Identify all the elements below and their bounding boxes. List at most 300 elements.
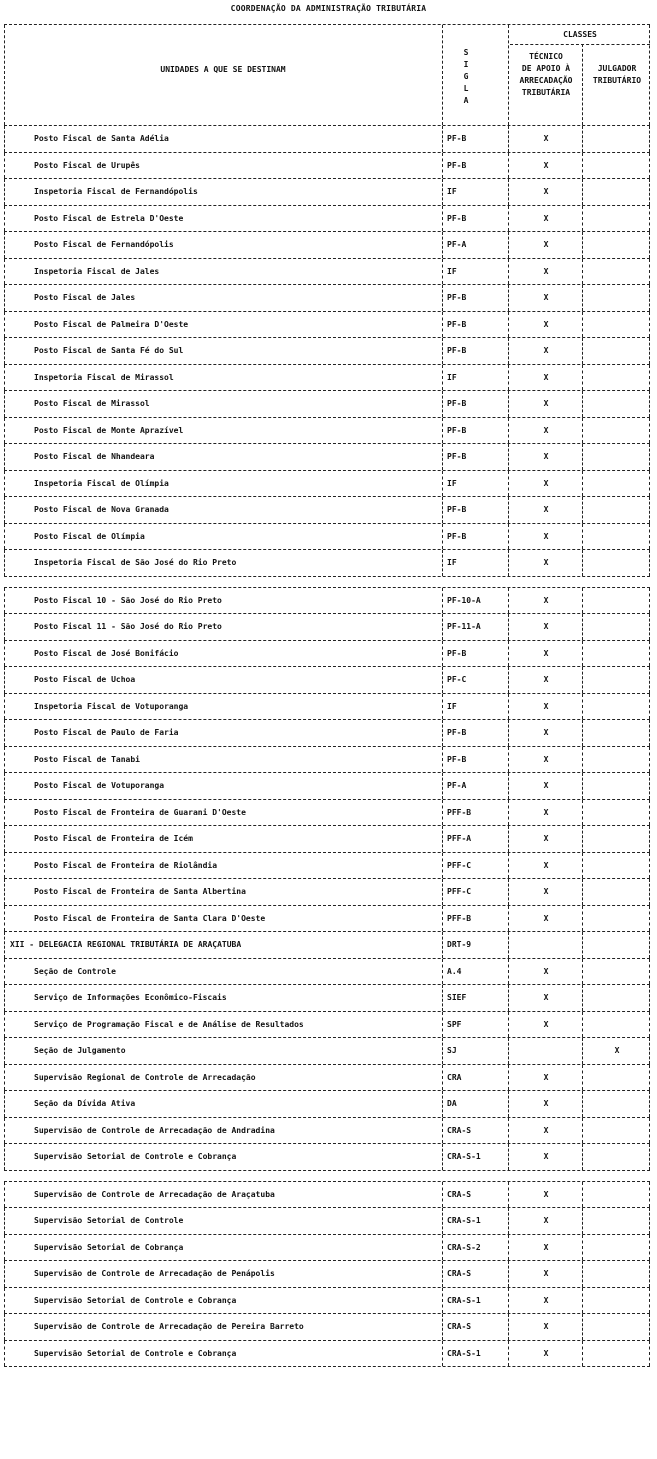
tecnico-mark: X: [543, 1216, 549, 1225]
column-separator: [442, 206, 443, 232]
column-separator: [582, 1182, 583, 1208]
column-separator: [442, 773, 443, 799]
column-separator: [4, 667, 5, 693]
column-separator: [4, 906, 5, 932]
sigla-value: PF-B: [447, 505, 467, 514]
column-separator: [649, 932, 650, 958]
column-separator: [508, 985, 509, 1011]
table-row: [4, 1314, 650, 1341]
column-separator: [442, 1012, 443, 1038]
column-separator: [442, 259, 443, 285]
table-row: [4, 720, 650, 747]
tecnico-header-line: TRIBUTÁRIA: [521, 88, 571, 97]
unit-name: Posto Fiscal de Santa Fé do Sul: [34, 346, 184, 355]
column-separator: [649, 1065, 650, 1091]
column-separator: [582, 1144, 583, 1170]
sigla-value: CRA-S: [447, 1189, 472, 1199]
tecnico-mark: X: [543, 478, 549, 488]
sigla-value: PF-B: [447, 160, 467, 170]
column-separator: [4, 497, 5, 523]
unit-name: Posto Fiscal de Fronteira de Santa Clara D'Oeste: [34, 913, 266, 923]
table-row: [4, 773, 650, 800]
unit-name: Posto Fiscal 11 - São José do Rio Preto: [34, 622, 222, 631]
column-separator: [508, 1261, 509, 1287]
column-separator: [508, 932, 509, 958]
column-separator: [4, 418, 5, 444]
column-separator: [582, 1065, 583, 1091]
unit-name: Inspetoria Fiscal de São José do Rio Preto: [34, 558, 237, 567]
column-separator: [649, 720, 650, 746]
table-row: [4, 391, 650, 418]
column-separator: [508, 1182, 509, 1208]
sigla-value: CRA-S: [447, 1322, 472, 1331]
sigla-value: PF-A: [447, 781, 467, 790]
column-separator: [649, 312, 650, 338]
column-separator: [4, 800, 5, 826]
sigla-value: PFF-A: [447, 834, 472, 843]
column-separator: [649, 1261, 650, 1287]
tecnico-mark: X: [543, 807, 549, 817]
unit-name: Posto Fiscal de Jales: [34, 293, 136, 302]
table-row: [4, 853, 650, 880]
column-separator: [4, 391, 5, 417]
column-separator: [582, 285, 583, 311]
unit-name: XII - DELEGACIA REGIONAL TRIBUTÁRIA DE ARAÇATUBA: [10, 940, 242, 949]
sigla-letter: L: [463, 84, 469, 93]
tecnico-mark: X: [543, 1072, 549, 1082]
column-separator: [508, 471, 509, 497]
unit-name: Supervisão Setorial de Controle: [34, 1216, 184, 1225]
unit-name: Inspetoria Fiscal de Mirassol: [34, 372, 174, 382]
column-separator: [649, 206, 650, 232]
unit-name: Supervisão Setorial de Controle e Cobrança: [34, 1295, 237, 1305]
tecnico-mark: X: [543, 1099, 549, 1108]
column-separator: [582, 418, 583, 444]
sigla-value: IF: [447, 558, 457, 567]
table-row: [4, 1144, 650, 1171]
unit-name: Serviço de Informações Econômico-Fiscais: [34, 993, 227, 1002]
sigla-value: PFF-C: [447, 860, 472, 870]
column-separator: [649, 1144, 650, 1170]
unit-name: Posto Fiscal de Fronteira de Santa Albertina: [34, 887, 246, 896]
tecnico-mark: X: [543, 319, 549, 329]
column-separator: [442, 312, 443, 338]
tecnico-header-line: DE APOIO À: [521, 64, 571, 73]
column-separator: [508, 338, 509, 364]
column-separator: [582, 471, 583, 497]
tecnico-mark: X: [543, 1269, 549, 1278]
column-separator: [508, 259, 509, 285]
column-separator: [582, 444, 583, 470]
column-separator: [4, 1118, 5, 1144]
tecnico-mark: X: [543, 834, 549, 843]
table-row: [4, 418, 650, 445]
tecnico-mark: X: [543, 399, 549, 408]
unit-name: Supervisão Setorial de Cobrança: [34, 1242, 184, 1252]
unit-name: Posto Fiscal de Santa Adélia: [34, 134, 169, 143]
column-separator: [442, 153, 443, 179]
unit-name: Posto Fiscal de Tanabi: [34, 754, 140, 764]
table-row: [4, 906, 650, 933]
column-separator: [4, 206, 5, 232]
table-row: [4, 1065, 650, 1092]
column-separator: [649, 1288, 650, 1314]
sigla-value: PF-11-A: [447, 622, 481, 631]
column-separator: [4, 338, 5, 364]
column-separator: [508, 1235, 509, 1261]
column-separator: [582, 614, 583, 640]
column-separator: [508, 773, 509, 799]
sigla-value: PF-10-A: [447, 595, 481, 605]
column-separator: [582, 1314, 583, 1340]
tecnico-mark: X: [543, 240, 549, 249]
column-separator: [508, 959, 509, 985]
column-separator: [4, 773, 5, 799]
column-separator: [442, 1341, 443, 1367]
column-separator: [442, 179, 443, 205]
tecnico-mark: X: [543, 1125, 549, 1135]
table-row: [4, 126, 650, 153]
column-separator: [4, 879, 5, 905]
column-separator: [582, 126, 583, 152]
sigla-value: CRA-S-1: [447, 1295, 481, 1305]
column-separator: [4, 932, 5, 958]
column-separator: [508, 497, 509, 523]
sigla-value: PF-B: [447, 754, 467, 764]
sigla-value: PF-B: [447, 648, 467, 658]
column-separator: [508, 524, 509, 550]
column-separator: [582, 959, 583, 985]
column-separator: [582, 232, 583, 258]
column-separator: [649, 1091, 650, 1117]
column-separator: [582, 312, 583, 338]
tecnico-mark: X: [543, 1348, 549, 1358]
column-separator: [582, 1288, 583, 1314]
column-separator: [4, 365, 5, 391]
column-separator: [649, 906, 650, 932]
column-separator: [582, 588, 583, 614]
unit-name: Posto Fiscal de Fronteira de Guarani D'Oeste: [34, 807, 246, 817]
julgador-header-line: JULGADOR: [597, 64, 637, 73]
tecnico-mark: X: [543, 187, 549, 196]
column-separator: [442, 588, 443, 614]
sigla-value: PFF-C: [447, 887, 472, 896]
page-title: COORDENAÇÃO DA ADMINISTRAÇÃO TRIBUTÁRIA: [230, 4, 427, 13]
column-separator: [4, 471, 5, 497]
column-separator: [582, 1208, 583, 1234]
sigla-value: PF-C: [447, 675, 467, 684]
column-separator: [582, 932, 583, 958]
sigla-value: DRT-9: [447, 940, 472, 949]
sigla-value: CRA-S-1: [447, 1152, 481, 1161]
header-separator-units: [442, 25, 443, 125]
column-separator: [508, 588, 509, 614]
unit-name: Seção de Julgamento: [34, 1046, 126, 1055]
column-separator: [582, 694, 583, 720]
column-separator: [508, 1314, 509, 1340]
column-separator: [442, 853, 443, 879]
column-separator: [4, 1261, 5, 1287]
column-separator: [442, 614, 443, 640]
column-separator: [442, 232, 443, 258]
tecnico-mark: X: [543, 425, 549, 435]
column-separator: [4, 1144, 5, 1170]
tecnico-mark: X: [543, 160, 549, 170]
sigla-value: PFF-B: [447, 913, 472, 923]
column-separator: [649, 879, 650, 905]
column-separator: [4, 312, 5, 338]
column-separator: [4, 614, 5, 640]
column-separator: [4, 524, 5, 550]
unit-name: Posto Fiscal 10 - São José do Rio Preto: [34, 595, 222, 605]
column-separator: [508, 879, 509, 905]
column-separator: [442, 1182, 443, 1208]
tecnico-mark: X: [543, 675, 549, 684]
sigla-value: DA: [447, 1099, 457, 1108]
column-separator: [442, 1208, 443, 1234]
column-separator: [649, 614, 650, 640]
column-separator: [4, 1012, 5, 1038]
sigla-value: IF: [447, 701, 457, 711]
column-separator: [582, 747, 583, 773]
column-separator: [442, 800, 443, 826]
column-separator: [4, 444, 5, 470]
unit-name: Seção da Dívida Ativa: [34, 1099, 136, 1108]
column-separator: [649, 444, 650, 470]
sigla-value: PF-B: [447, 319, 467, 329]
table-row: [4, 1091, 650, 1118]
column-separator: [649, 391, 650, 417]
sigla-value: CRA-S: [447, 1269, 472, 1278]
table-row: [4, 312, 650, 339]
unit-name: Inspetoria Fiscal de Jales: [34, 266, 160, 276]
tecnico-mark: X: [543, 860, 549, 870]
sigla-letter: G: [463, 72, 469, 81]
table-row: [4, 1118, 650, 1145]
sigla-value: SIEF: [447, 993, 467, 1002]
column-separator: [649, 694, 650, 720]
unit-name: Supervisão de Controle de Arrecadação de Andradina: [34, 1125, 275, 1135]
column-separator: [442, 418, 443, 444]
sigla-value: SJ: [447, 1046, 457, 1055]
table-row: [4, 444, 650, 471]
tecnico-mark: X: [543, 913, 549, 923]
table-row: [4, 550, 650, 577]
column-separator: [649, 1182, 650, 1208]
column-separator: [4, 959, 5, 985]
sigla-value: PF-B: [447, 728, 467, 737]
column-separator: [442, 365, 443, 391]
column-separator: [508, 906, 509, 932]
table-row: [4, 1181, 650, 1209]
table-row: [4, 1341, 650, 1368]
unit-name: Supervisão de Controle de Arrecadação de Araçatuba: [34, 1189, 275, 1199]
tecnico-mark: X: [543, 1019, 549, 1029]
tecnico-mark: X: [543, 1152, 549, 1161]
column-separator: [582, 524, 583, 550]
column-separator: [508, 312, 509, 338]
column-separator: [508, 1091, 509, 1117]
unit-name: Posto Fiscal de Olímpia: [34, 531, 145, 541]
tecnico-mark: X: [543, 558, 549, 567]
tecnico-mark: X: [543, 1242, 549, 1252]
sigla-value: IF: [447, 266, 457, 276]
column-separator: [508, 800, 509, 826]
column-separator: [442, 1091, 443, 1117]
sigla-letter: I: [463, 60, 469, 69]
column-separator: [582, 391, 583, 417]
tecnico-mark: X: [543, 701, 549, 711]
sigla-value: CRA-S: [447, 1125, 472, 1135]
table-row: [4, 1235, 650, 1262]
column-separator: [442, 444, 443, 470]
tecnico-mark: X: [543, 993, 549, 1002]
unit-name: Posto Fiscal de Mirassol: [34, 399, 150, 408]
sigla-value: CRA-S-1: [447, 1348, 481, 1358]
column-separator: [508, 365, 509, 391]
sigla-value: PF-B: [447, 452, 467, 461]
column-separator: [582, 800, 583, 826]
column-separator: [649, 471, 650, 497]
column-separator: [4, 720, 5, 746]
sigla-value: PF-B: [447, 399, 467, 408]
column-separator: [582, 179, 583, 205]
column-separator: [649, 853, 650, 879]
column-separator: [508, 1012, 509, 1038]
column-separator: [4, 1235, 5, 1261]
unit-name: Posto Fiscal de Fernandópolis: [34, 240, 174, 249]
tecnico-mark: X: [543, 1295, 549, 1305]
column-separator: [4, 126, 5, 152]
table-row: [4, 1288, 650, 1315]
column-separator: [649, 826, 650, 852]
unit-name: Supervisão Regional de Controle de Arrecadação: [34, 1072, 256, 1082]
column-separator: [649, 497, 650, 523]
column-separator: [508, 1065, 509, 1091]
table-row: [4, 206, 650, 233]
column-separator: [508, 179, 509, 205]
column-separator: [582, 1261, 583, 1287]
column-separator: [4, 285, 5, 311]
column-separator: [442, 667, 443, 693]
sigla-letter: A: [463, 96, 469, 105]
units-column-header: UNIDADES A QUE SE DESTINAM: [160, 65, 286, 74]
column-separator: [508, 418, 509, 444]
unit-name: Posto Fiscal de José Bonifácio: [34, 648, 179, 658]
column-separator: [4, 1288, 5, 1314]
tecnico-mark: X: [543, 754, 549, 764]
column-separator: [4, 1208, 5, 1234]
sigla-value: A.4: [447, 966, 462, 976]
table-row: [4, 587, 650, 615]
column-separator: [4, 179, 5, 205]
column-separator: [582, 365, 583, 391]
column-separator: [649, 179, 650, 205]
column-separator: [442, 550, 443, 576]
column-separator: [4, 853, 5, 879]
column-separator: [508, 667, 509, 693]
julgador-mark: X: [614, 1046, 620, 1055]
unit-name: Posto Fiscal de Fronteira de Icém: [34, 834, 193, 843]
unit-name: Supervisão Setorial de Controle e Cobrança: [34, 1348, 237, 1358]
sigla-value: IF: [447, 372, 457, 382]
column-separator: [442, 720, 443, 746]
column-separator: [582, 773, 583, 799]
column-separator: [442, 1144, 443, 1170]
column-separator: [582, 338, 583, 364]
column-separator: [442, 391, 443, 417]
unit-name: Posto Fiscal de Uchoa: [34, 675, 136, 684]
column-separator: [649, 1118, 650, 1144]
unit-name: Posto Fiscal de Monte Aprazível: [34, 425, 184, 435]
table-row: [4, 338, 650, 365]
header-border-left: [4, 25, 5, 125]
table-row: [4, 497, 650, 524]
table-row: [4, 694, 650, 721]
column-separator: [582, 1118, 583, 1144]
unit-name: Supervisão de Controle de Arrecadação de Penápolis: [34, 1269, 275, 1278]
sigla-value: CRA-S-2: [447, 1242, 481, 1252]
tecnico-mark: X: [543, 728, 549, 737]
column-separator: [4, 1038, 5, 1064]
unit-name: Inspetoria Fiscal de Olímpia: [34, 478, 169, 488]
column-separator: [4, 641, 5, 667]
tecnico-mark: X: [543, 452, 549, 461]
sigla-value: PF-B: [447, 134, 467, 143]
sigla-value: PF-B: [447, 213, 467, 223]
sigla-letter: S: [463, 48, 469, 57]
column-separator: [582, 985, 583, 1011]
column-separator: [649, 524, 650, 550]
tecnico-mark: X: [543, 531, 549, 541]
column-separator: [4, 985, 5, 1011]
table-row: [4, 614, 650, 641]
column-separator: [649, 1208, 650, 1234]
column-separator: [508, 1118, 509, 1144]
column-separator: [582, 641, 583, 667]
column-separator: [649, 1235, 650, 1261]
tecnico-mark: X: [543, 781, 549, 790]
tecnico-mark: X: [543, 346, 549, 355]
column-separator: [582, 667, 583, 693]
column-separator: [508, 694, 509, 720]
sigla-value: SPF: [447, 1019, 462, 1029]
tecnico-column-header: [510, 51, 582, 99]
tecnico-mark: X: [543, 622, 549, 631]
column-separator: [4, 1182, 5, 1208]
column-separator: [508, 232, 509, 258]
column-separator: [442, 879, 443, 905]
table-row: [4, 932, 650, 959]
column-separator: [582, 720, 583, 746]
column-separator: [4, 1091, 5, 1117]
column-separator: [649, 259, 650, 285]
unit-name: Posto Fiscal de Paulo de Faria: [34, 728, 179, 737]
table-row: [4, 232, 650, 259]
sigla-value: IF: [447, 187, 457, 196]
column-separator: [4, 826, 5, 852]
tecnico-header-line: TÉCNICO: [529, 52, 563, 61]
julgador-header-line: TRIBUTÁRIO: [592, 76, 642, 85]
tecnico-mark: X: [543, 134, 549, 143]
column-separator: [649, 550, 650, 576]
table-row: [4, 524, 650, 551]
sigla-value: PF-A: [447, 240, 467, 249]
header-separator-classes: [582, 44, 583, 125]
column-separator: [508, 153, 509, 179]
column-separator: [508, 826, 509, 852]
column-separator: [649, 588, 650, 614]
